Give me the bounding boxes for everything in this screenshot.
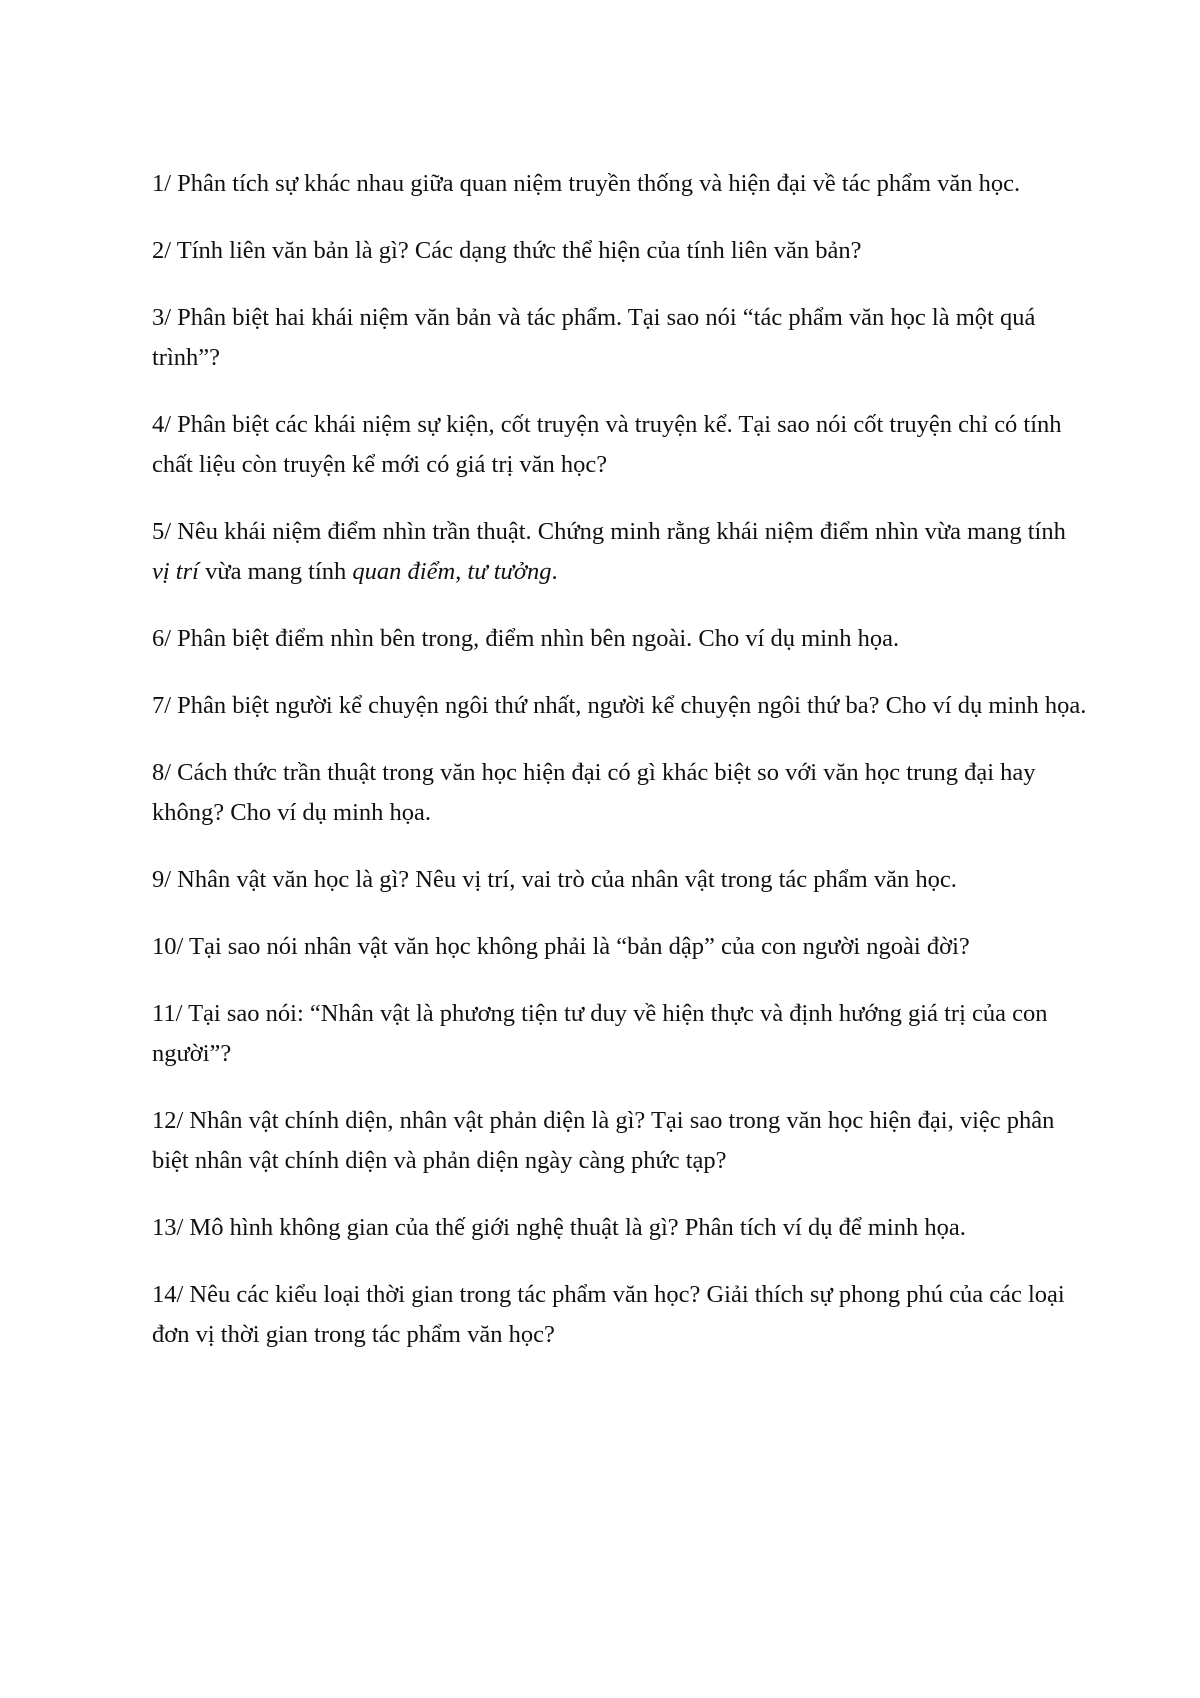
question-5-text-c: . <box>551 558 558 585</box>
question-5-text-a: 5/ Nêu khái niệm điểm nhìn trần thuật. Chứng minh rằng khái niệm điểm nhìn vừa mang tính <box>152 518 1066 545</box>
question-1: 1/ Phân tích sự khác nhau giữa quan niệm truyền thống và hiện đại về tác phẩm văn học. <box>152 170 1021 197</box>
question-7: 7/ Phân biệt người kể chuyện ngôi thứ nhất, người kể chuyện ngôi thứ ba? Cho ví dụ minh họa. <box>152 692 1087 719</box>
question-5 <box>152 512 1087 592</box>
question-8: 8/ Cách thức trần thuật trong văn học hiện đại có gì khác biệt so với văn học trung đại hay không? Cho ví dụ minh họa. <box>152 759 1036 826</box>
question-12: 12/ Nhân vật chính diện, nhân vật phản diện là gì? Tại sao trong văn học hiện đại, việc phân biệt nhân vật chính diện và phản diện ngày càng phức tạp? <box>152 1107 1055 1174</box>
question-3: 3/ Phân biệt hai khái niệm văn bản và tác phẩm. Tại sao nói “tác phẩm văn học là một quá trình”? <box>152 304 1036 371</box>
question-6: 6/ Phân biệt điểm nhìn bên trong, điểm nhìn bên ngoài. Cho ví dụ minh họa. <box>152 625 900 652</box>
question-5-italic-position: vị trí <box>152 558 199 585</box>
question-11: 11/ Tại sao nói: “Nhân vật là phương tiện tư duy về hiện thực và định hướng giá trị của con người”? <box>152 1000 1048 1067</box>
question-13: 13/ Mô hình không gian của thế giới nghệ thuật là gì? Phân tích ví dụ để minh họa. <box>152 1214 966 1241</box>
question-2: 2/ Tính liên văn bản là gì? Các dạng thức thể hiện của tính liên văn bản? <box>152 237 862 264</box>
question-list <box>152 164 1087 1382</box>
question-14: 14/ Nêu các kiểu loại thời gian trong tác phẩm văn học? Giải thích sự phong phú của các loại đơn vị thời gian trong tác phẩm văn học? <box>152 1281 1065 1348</box>
question-4: 4/ Phân biệt các khái niệm sự kiện, cốt truyện và truyện kể. Tại sao nói cốt truyện chỉ có tính chất liệu còn truyện kể mới có giá trị văn học? <box>152 411 1062 478</box>
question-10: 10/ Tại sao nói nhân vật văn học không phải là “bản dập” của con người ngoài đời? <box>152 933 970 960</box>
question-5-italic-viewpoint: quan điểm, tư tưởng <box>352 558 552 585</box>
question-5-text-b: vừa mang tính <box>198 558 353 585</box>
question-9: 9/ Nhân vật văn học là gì? Nêu vị trí, vai trò của nhân vật trong tác phẩm văn học. <box>152 866 957 893</box>
